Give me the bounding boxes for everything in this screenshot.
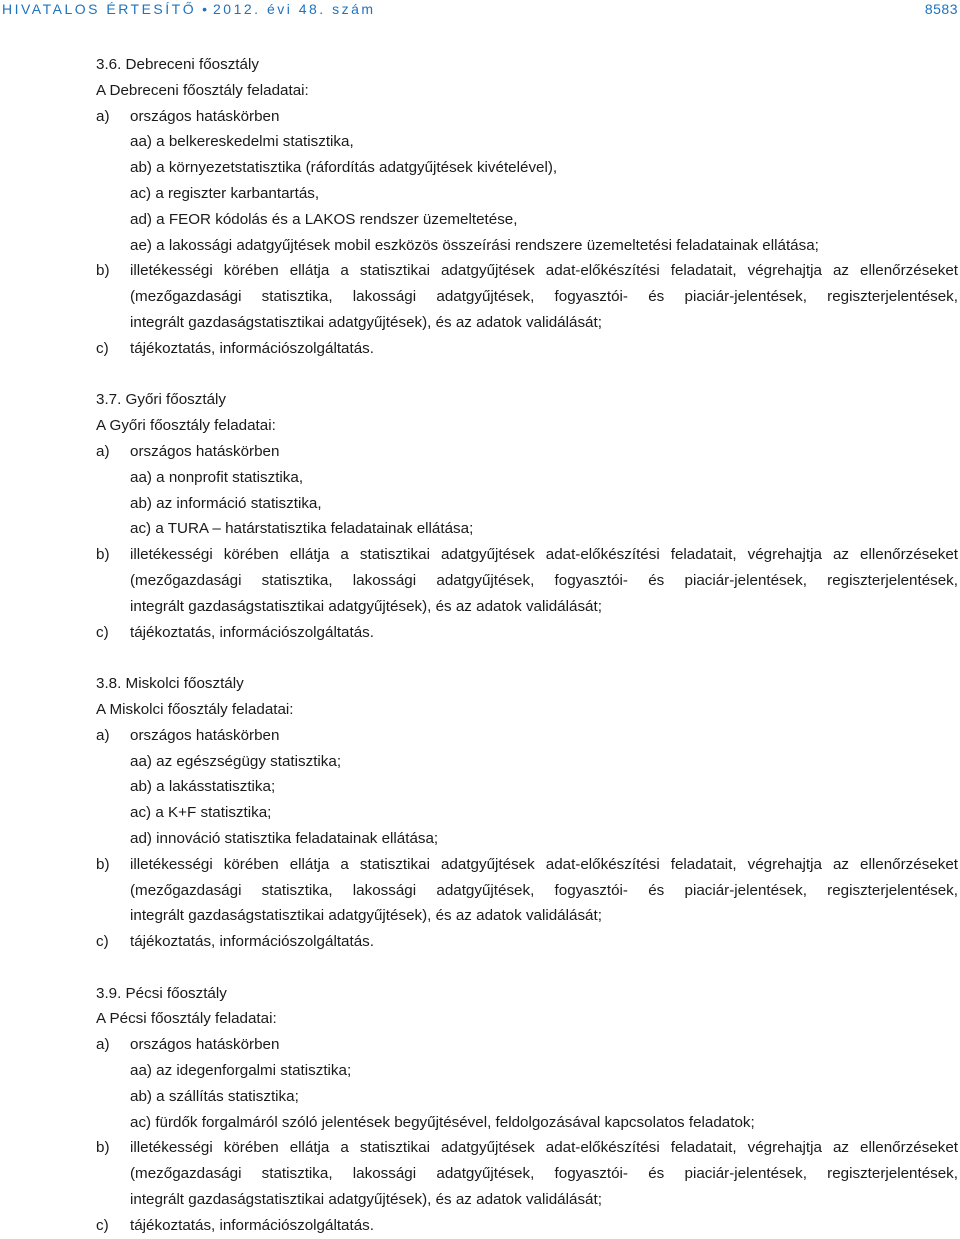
item-text: illetékességi körében ellátja a statisztikai adatgyűjtések adat-előkészítési feladatait, végrehajtja az ellenőrzéseket — [130, 546, 958, 564]
item-b-continuation: integrált gazdaságstatisztikai adatgyűjtések), és az adatok validálását; — [130, 907, 602, 925]
item-text: országos hatáskörben — [130, 442, 280, 460]
item-c — [96, 1213, 958, 1239]
item-a — [96, 723, 958, 749]
sub-item: ae) a lakossági adatgyűjtések mobil eszközös összeírási rendszere üzemeltetési feladatainak ellátása; — [130, 236, 819, 254]
sub-item: ab) a szállítás statisztika; — [130, 1087, 299, 1105]
section-title: 3.7. Győri főosztály — [96, 391, 226, 409]
sub-item: aa) a belkereskedelmi statisztika, — [130, 133, 354, 151]
section-debrecen — [96, 52, 958, 362]
section-pecs — [96, 981, 958, 1239]
section-intro: A Pécsi főosztály feladatai: — [96, 1010, 277, 1028]
item-mark: b) — [96, 855, 110, 873]
item-mark: b) — [96, 1139, 110, 1157]
sub-item: ad) innováció statisztika feladatainak ellátása; — [130, 829, 439, 847]
document-body — [96, 52, 958, 1239]
sub-item: aa) az idegenforgalmi statisztika; — [130, 1062, 352, 1080]
item-mark: c) — [96, 623, 109, 641]
item-c — [96, 620, 958, 646]
item-b-continuation: (mezőgazdasági statisztika, lakossági adatgyűjtések, fogyasztói- és piaciár-jelentések, regiszterjelentések, — [130, 881, 958, 899]
item-mark: a) — [96, 107, 110, 125]
running-header — [2, 0, 958, 20]
item-mark: a) — [96, 1036, 110, 1054]
item-b — [96, 1135, 958, 1161]
item-b-continuation: (mezőgazdasági statisztika, lakossági adatgyűjtések, fogyasztói- és piaciár-jelentések, regiszterjelentések, — [130, 288, 958, 306]
item-mark: b) — [96, 262, 110, 280]
item-mark: c) — [96, 1216, 109, 1234]
item-b — [96, 542, 958, 568]
item-text: országos hatáskörben — [130, 726, 280, 744]
item-a — [96, 439, 958, 465]
item-b-continuation: integrált gazdaságstatisztikai adatgyűjtések), és az adatok validálását; — [130, 1191, 602, 1209]
item-c — [96, 929, 958, 955]
item-c — [96, 336, 958, 362]
item-text: illetékességi körében ellátja a statisztikai adatgyűjtések adat-előkészítési feladatait, végrehajtja az ellenőrzéseket — [130, 262, 958, 280]
item-mark: a) — [96, 726, 110, 744]
section-title: 3.6. Debreceni főosztály — [96, 56, 259, 73]
running-title — [2, 0, 376, 23]
sub-item: aa) az egészségügy statisztika; — [130, 752, 342, 770]
journal-name: HIVATALOS ÉRTESÍTŐ — [2, 1, 197, 18]
item-text: illetékességi körében ellátja a statisztikai adatgyűjtések adat-előkészítési feladatait, végrehajtja az ellenőrzéseket — [130, 1139, 958, 1157]
item-text: országos hatáskörben — [130, 107, 280, 125]
item-b-continuation: (mezőgazdasági statisztika, lakossági adatgyűjtések, fogyasztói- és piaciár-jelentések, regiszterjelentések, — [130, 1165, 958, 1183]
page-number: 8583 — [924, 1, 958, 18]
sub-item: ac) a TURA – határstatisztika feladatainak ellátása; — [130, 520, 474, 538]
section-title: 3.9. Pécsi főosztály — [96, 984, 227, 1002]
item-mark: a) — [96, 442, 110, 460]
item-text: országos hatáskörben — [130, 1036, 280, 1054]
item-b-continuation: integrált gazdaságstatisztikai adatgyűjtések), és az adatok validálását; — [130, 313, 602, 331]
section-gyor — [96, 387, 958, 645]
item-text: illetékességi körében ellátja a statisztikai adatgyűjtések adat-előkészítési feladatait, végrehajtja az ellenőrzéseket — [130, 855, 958, 873]
sub-item: aa) a nonprofit statisztika, — [130, 468, 304, 486]
section-miskolc — [96, 671, 958, 955]
item-text: tájékoztatás, információszolgáltatás. — [130, 623, 374, 641]
sub-item: ab) a környezetstatisztika (ráfordítás adatgyűjtések kivételével), — [130, 159, 558, 177]
item-a — [96, 1032, 958, 1058]
item-text: tájékoztatás, információszolgáltatás. — [130, 1216, 374, 1234]
bullet-separator: • — [202, 1, 208, 18]
section-intro: A Győri főosztály feladatai: — [96, 417, 276, 435]
item-a — [96, 104, 958, 130]
item-mark: c) — [96, 339, 109, 357]
sub-item: ad) a FEOR kódolás és a LAKOS rendszer üzemeltetése, — [130, 210, 518, 228]
item-b — [96, 852, 958, 878]
section-title: 3.8. Miskolci főosztály — [96, 675, 244, 693]
item-mark: b) — [96, 546, 110, 564]
item-text: tájékoztatás, információszolgáltatás. — [130, 933, 374, 951]
item-b-continuation: (mezőgazdasági statisztika, lakossági adatgyűjtések, fogyasztói- és piaciár-jelentések, regiszterjelentések, — [130, 571, 958, 589]
item-b — [96, 258, 958, 284]
item-text: tájékoztatás, információszolgáltatás. — [130, 339, 374, 357]
item-mark: c) — [96, 933, 109, 951]
sub-item: ac) a regiszter karbantartás, — [130, 184, 320, 202]
sub-item: ac) fürdők forgalmáról szóló jelentések begyűjtésével, feldolgozásával kapcsolatos feladatok; — [130, 1113, 755, 1131]
sub-item: ab) az információ statisztika, — [130, 494, 322, 512]
section-intro: A Debreceni főosztály feladatai: — [96, 81, 309, 99]
sub-item: ab) a lakásstatisztika; — [130, 778, 276, 796]
issue-info: 2012. évi 48. szám — [213, 1, 376, 18]
item-b-continuation: integrált gazdaságstatisztikai adatgyűjtések), és az adatok validálását; — [130, 597, 602, 615]
section-intro: A Miskolci főosztály feladatai: — [96, 700, 294, 718]
sub-item: ac) a K+F statisztika; — [130, 804, 272, 822]
